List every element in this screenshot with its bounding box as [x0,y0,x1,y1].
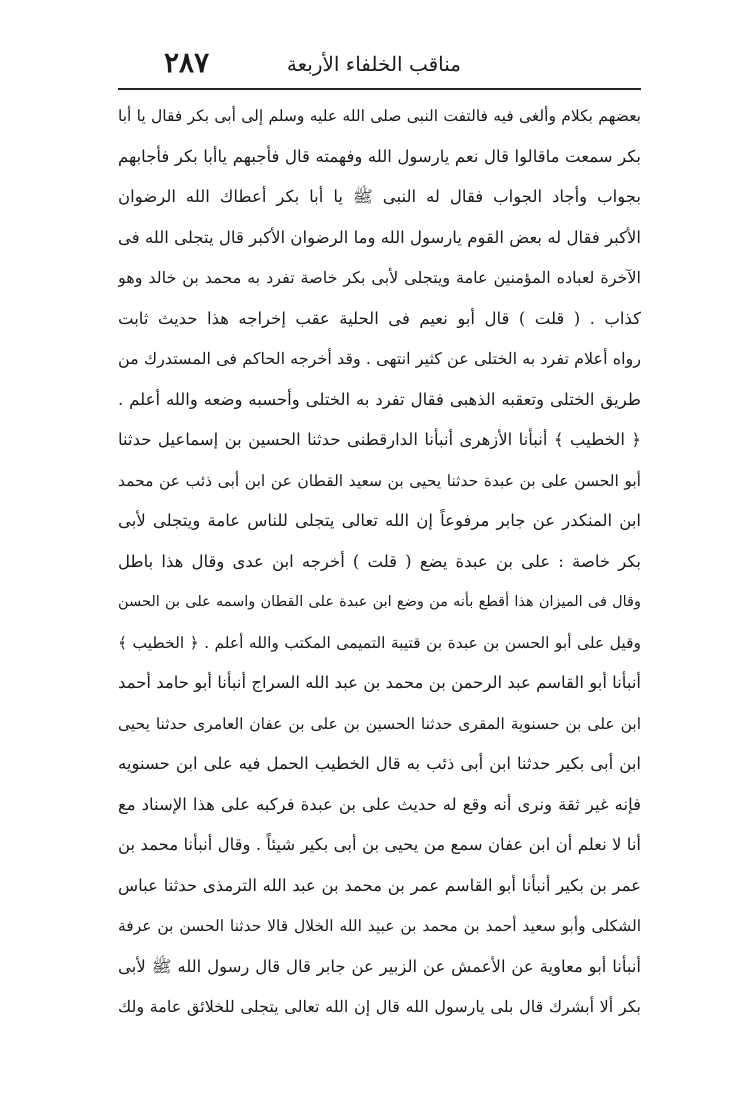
body-text [118,96,641,1028]
page-number: ٢٨٧ [164,46,210,79]
text-line: عمر بن بكير أنبأنا أبو القاسم عمر بن محمد بن عبد الله الترمذى حدثنا عباس [118,875,641,895]
text-line: طريق الختلى وتعقبه الذهبى فقال تفرد به الختلى وأحسبه وضعه والله أعلم . [118,389,641,409]
text-line: الشكلى وأبو سعيد أحمد بن محمد بن عبيد الله الخلال قالا حدثنا الحسن بن عرفة [118,917,641,935]
text-line: أبو الحسن على بن عبدة حدثنا يحيى بن سعيد القطان عن ابن أبى ذئب عن محمد [118,471,641,490]
text-line: بكر ألا أبشرك قال بلى يارسول الله قال إن الله تعالى يتجلى للخلائق عامة ولك [118,997,641,1016]
text-line: رواه أعلام تفرد به الختلى عن كثير انتهى . وقد أخرجه الحاكم فى المستدرك من [118,349,641,368]
text-line: بكر خاصة : على بن عبدة يضع ( قلت ) أخرجه ابن عدى وقال هذا باطل [118,551,641,571]
text-line: أنبأنا أبو القاسم عبد الرحمن بن محمد بن عبد الله السراج أنبأنا أبو حامد أحمد [118,673,641,692]
text-line: أنا لا نعلم أن ابن عفان سمع من يحيى بن أبى بكير شيئاً . وقال أنبأنا محمد بن [118,835,641,854]
text-line: ابن المنكدر عن جابر مرفوعاً إن الله تعالى يتجلى للناس عامة ويتجلى لأبى [118,511,641,530]
text-line: أنبأنا أبو معاوية عن الأعمش عن الزبير عن جابر قال قال رسول الله ﷺ لأبى [118,956,641,976]
text-line: الآخرة لعباده المؤمنين عامة ويتجلى لأبى بكر خاصة تفرد به محمد بن خالد وهو [118,268,641,287]
text-line: الأكبر فقال له بعض القوم يارسول الله وما الرضوان الأكبر قال يتجلى الله فى [118,227,641,247]
header-rule [118,88,641,90]
running-title: مناقب الخلفاء الأربعة [286,52,461,76]
text-line: بعضهم بكلام وألغى فيه فالتفت النبى صلى الله عليه وسلم إلى أبى بكر فقال يا أبا [118,107,641,125]
text-line: وقال فى الميزان هذا أقطع بأنه من وضع ابن عبدة على القطان واسمه على بن الحسن [118,594,641,610]
page-header [118,46,641,90]
text-line: فإنه غير ثقة ونرى أنه وقع له حديث على بن عبدة فركبه على هذا الإسناد مع [118,794,641,814]
text-line: كذاب . ( قلت ) قال أبو نعيم فى الحلية عقب إخراجه هذا حديث ثابت [118,308,641,328]
text-line: وقيل على أبو الحسن بن عبدة بن قتيبة التميمى المكتب والله أعلم . ﴿ الخطيب ﴾ [118,633,641,652]
text-line: ابن أبى بكير حدثنا ابن أبى ذئب به قال الخطيب الحمل فيه على ابن حسنويه [118,754,641,773]
text-line: بكر سمعت ماقالوا قال نعم يارسول الله وفهمته قال فأجبهم ياأبا بكر فأجابهم [118,146,641,166]
text-line: بجواب وأجاد الجواب فقال له النبى ﷺ يا أبا بكر أعطاك الله الرضوان [118,187,641,206]
text-line: ابن على بن حسنوية المقرى حدثنا الحسين بن على بن عفان العامرى حدثنا يحيى [118,714,641,733]
text-line: ﴿ الخطيب ﴾ أنبأنا الأزهرى أنبأنا الدارقطنى حدثنا الحسين بن إسماعيل حدثنا [118,430,641,449]
